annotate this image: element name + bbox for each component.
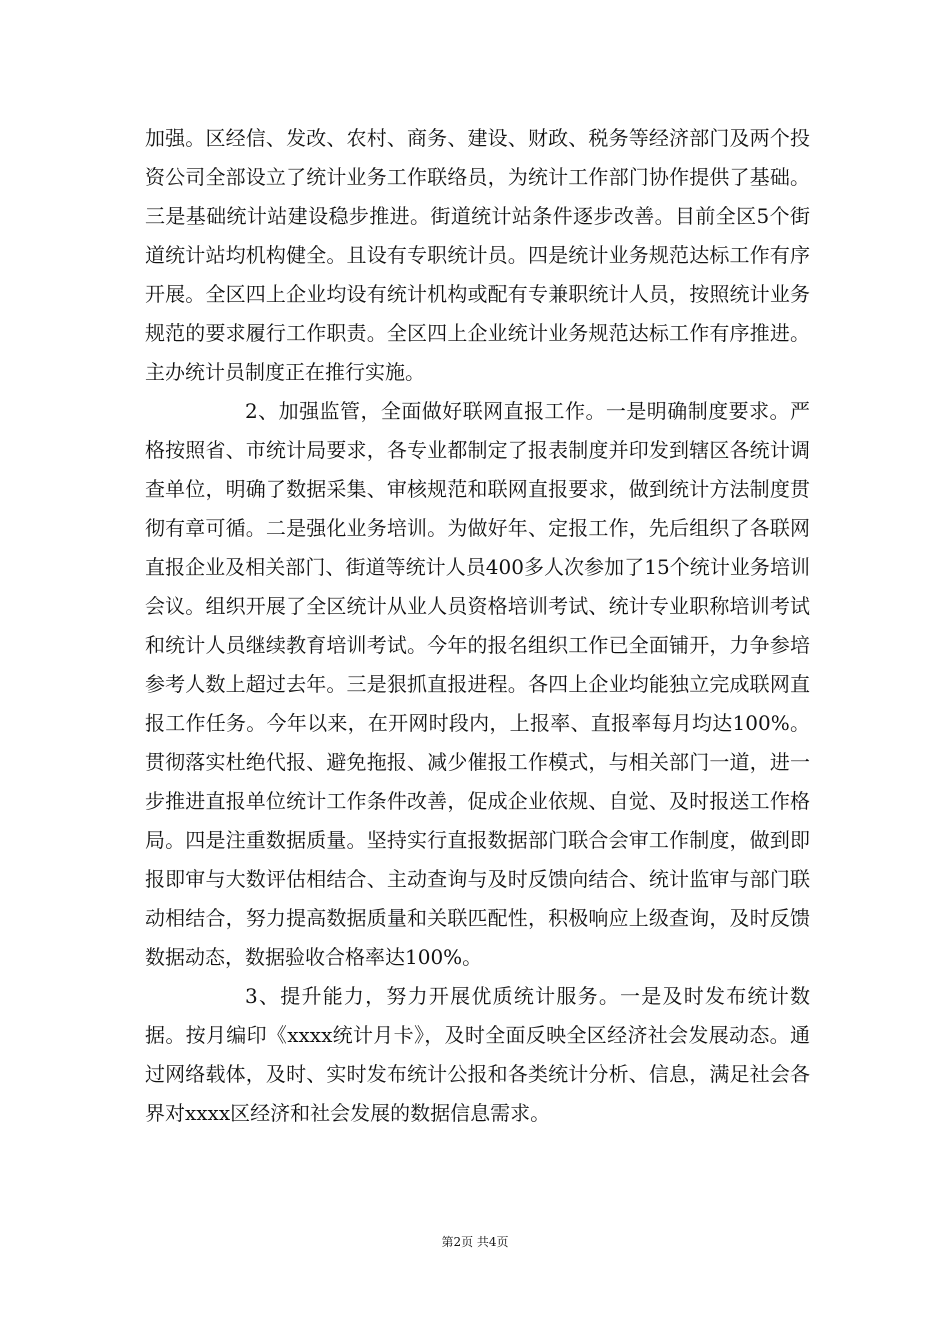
body-text [145,119,810,1133]
page-footer: 第2页 共4页 [441,1235,509,1249]
paragraph-3: 3、提升能力，努力开展优质统计服务。一是及时发布统计数据。按月编印《xxxx统计月卡》，及时全面反映全区经济社会发展动态。通过网络载体，及时、实时发布统计公报和各类统计分析、信息，满足社会各界对xxxx区经济和社会发展的数据信息需求。 [145,984,810,1125]
paragraph-1: 加强。区经信、发改、农村、商务、建设、财政、税务等经济部门及两个投资公司全部设立了统计业务工作联络员，为统计工作部门协作提供了基础。三是基础统计站建设稳步推进。街道统计站条件逐步改善。目前全区5个街道统计站均机构健全。且设有专职统计员。四是统计业务规范达标工作有序开展。全区四上企业均设有统计机构或配有专兼职统计人员，按照统计业务规范的要求履行工作职责。全区四上企业统计业务规范达标工作有序推进。主办统计员制度正在推行实施。 [145,126,810,384]
paragraph-2: 2、加强监管，全面做好联网直报工作。一是明确制度要求。严格按照省、市统计局要求，各专业都制定了报表制度并印发到辖区各统计调查单位，明确了数据采集、审核规范和联网直报要求，做到统计方法制度贯彻有章可循。二是强化业务培训。为做好年、定报工作，先后组织了各联网直报企业及相关部门、街道等统计人员400多人次参加了15个统计业务培训会议。组织开展了全区统计从业人员资格培训考试、统计专业职称培训考试和统计人员继续教育培训考试。今年的报名组织工作已全面铺开，力争参培参考人数上超过去年。三是狠抓直报进程。各四上企业均能独立完成联网直报工作任务。今年以来，在开网时段内，上报率、直报率每月均达100%。贯彻落实杜绝代报、避免拖报、减少催报工作模式，与相关部门一道，进一步推进直报单位统计工作条件改善，促成企业依规、自觉、及时报送工作格局。四是注重数据质量。坚持实行直报数据部门联合会审工作制度，做到即报即审与大数评估相结合、主动查询与及时反馈向结合、统计监审与部门联动相结合，努力提高数据质量和关联匹配性，积极响应上级查询，及时反馈数据动态，数据验收合格率达100%。 [145,399,810,969]
